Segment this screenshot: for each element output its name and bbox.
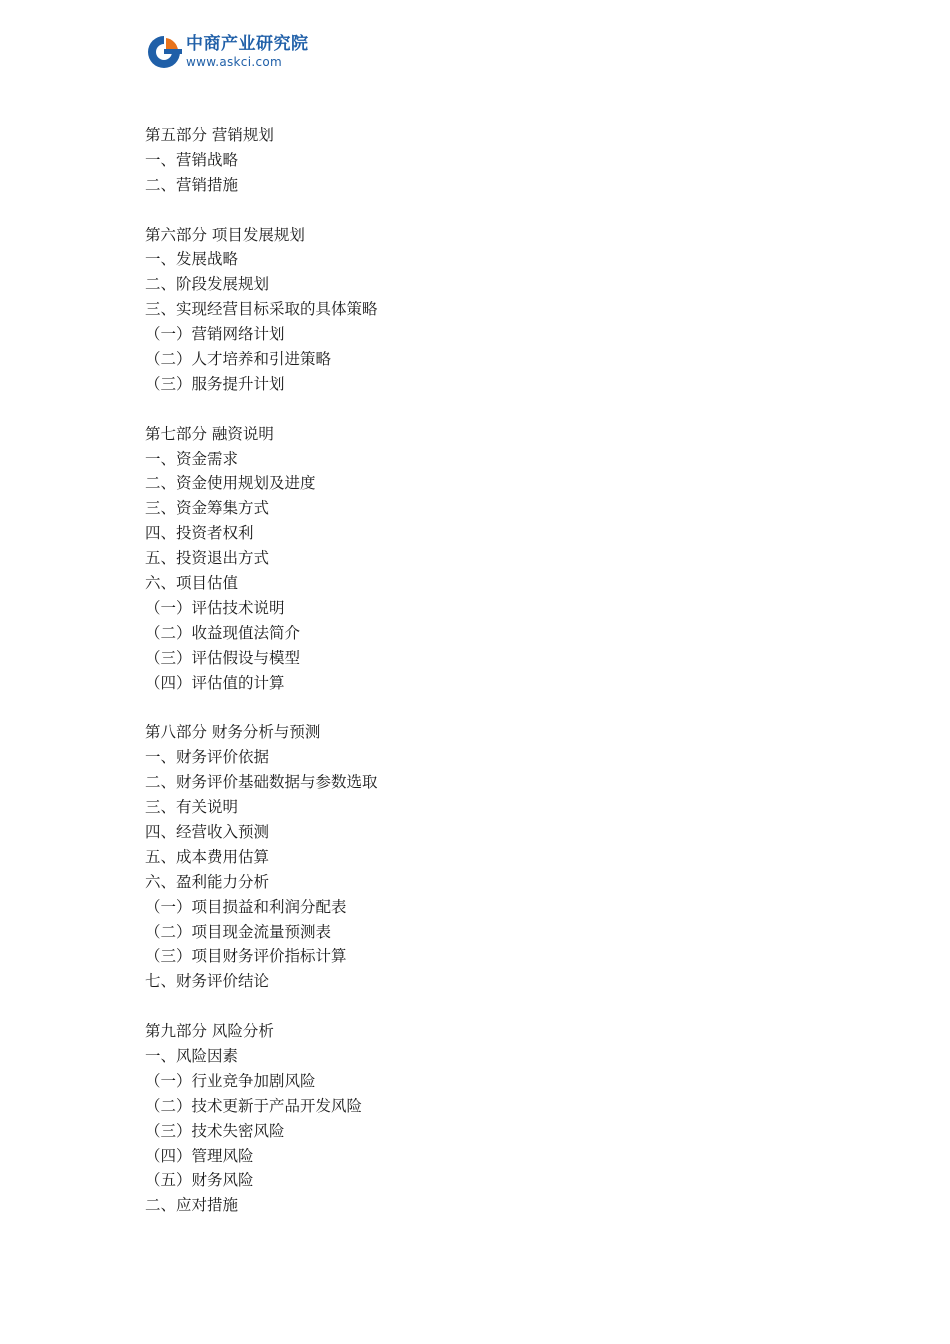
toc-item: 一、发展战略 (145, 250, 239, 269)
toc-section (145, 1019, 745, 1218)
logo-text (186, 36, 309, 68)
toc-item: （三）服务提升计划 (145, 374, 285, 393)
logo-url: www.askci.com (186, 55, 282, 69)
toc-item: 一、财务评价依据 (145, 748, 270, 767)
section-title: 第五部分 营销规划 (145, 126, 274, 144)
toc-item: （三）评估假设与模型 (145, 648, 301, 667)
toc-item: 一、营销战略 (145, 150, 239, 169)
toc-item: （二）收益现值法简介 (145, 623, 301, 642)
toc-item: （一）行业竞争加剧风险 (145, 1071, 316, 1090)
toc-item: （二）项目现金流量预测表 (145, 922, 332, 941)
toc-item: 五、成本费用估算 (145, 847, 270, 866)
toc-item: （一）评估技术说明 (145, 598, 285, 617)
toc-item: 二、财务评价基础数据与参数选取 (145, 773, 378, 792)
toc-item: 四、经营收入预测 (145, 822, 270, 841)
toc-section (145, 422, 745, 696)
toc-item: 四、投资者权利 (145, 524, 254, 543)
header (146, 32, 309, 72)
toc-item: 三、实现经营目标采取的具体策略 (145, 300, 378, 319)
logo-name: 中商产业研究院 (186, 34, 309, 54)
toc-item: 二、阶段发展规划 (145, 275, 270, 294)
toc-item: 三、有关说明 (145, 798, 239, 817)
section-title: 第七部分 融资说明 (145, 424, 274, 443)
toc-item: （二）人才培养和引进策略 (145, 350, 332, 369)
toc-item: （五）财务风险 (145, 1171, 254, 1190)
toc-item: 二、营销措施 (145, 175, 239, 194)
section-title: 第六部分 项目发展规划 (145, 225, 305, 244)
toc-item: （一）营销网络计划 (145, 325, 285, 344)
toc-item: 六、盈利能力分析 (145, 872, 270, 891)
section-title: 第九部分 风险分析 (145, 1022, 274, 1041)
toc-item: （四）评估值的计算 (145, 673, 285, 692)
toc-item: 三、资金筹集方式 (145, 499, 270, 518)
toc-item: （二）技术更新于产品开发风险 (145, 1096, 363, 1115)
toc-item: 二、应对措施 (145, 1196, 239, 1215)
toc-item: 一、风险因素 (145, 1046, 239, 1065)
toc-item: 一、资金需求 (145, 449, 239, 468)
toc-item: 二、资金使用规划及进度 (145, 474, 316, 493)
logo-icon (146, 34, 182, 70)
table-of-contents (145, 123, 745, 1243)
toc-item: 七、财务评价结论 (145, 972, 270, 991)
toc-item: 五、投资退出方式 (145, 549, 270, 568)
toc-item: （三）技术失密风险 (145, 1121, 285, 1140)
toc-item: 六、项目估值 (145, 574, 239, 593)
toc-section (145, 223, 745, 397)
toc-section (145, 720, 745, 994)
toc-item: （一）项目损益和利润分配表 (145, 897, 347, 916)
toc-item: （四）管理风险 (145, 1146, 254, 1165)
toc-item: （三）项目财务评价指标计算 (145, 947, 347, 966)
toc-section (145, 123, 745, 198)
section-title: 第八部分 财务分析与预测 (145, 723, 321, 742)
